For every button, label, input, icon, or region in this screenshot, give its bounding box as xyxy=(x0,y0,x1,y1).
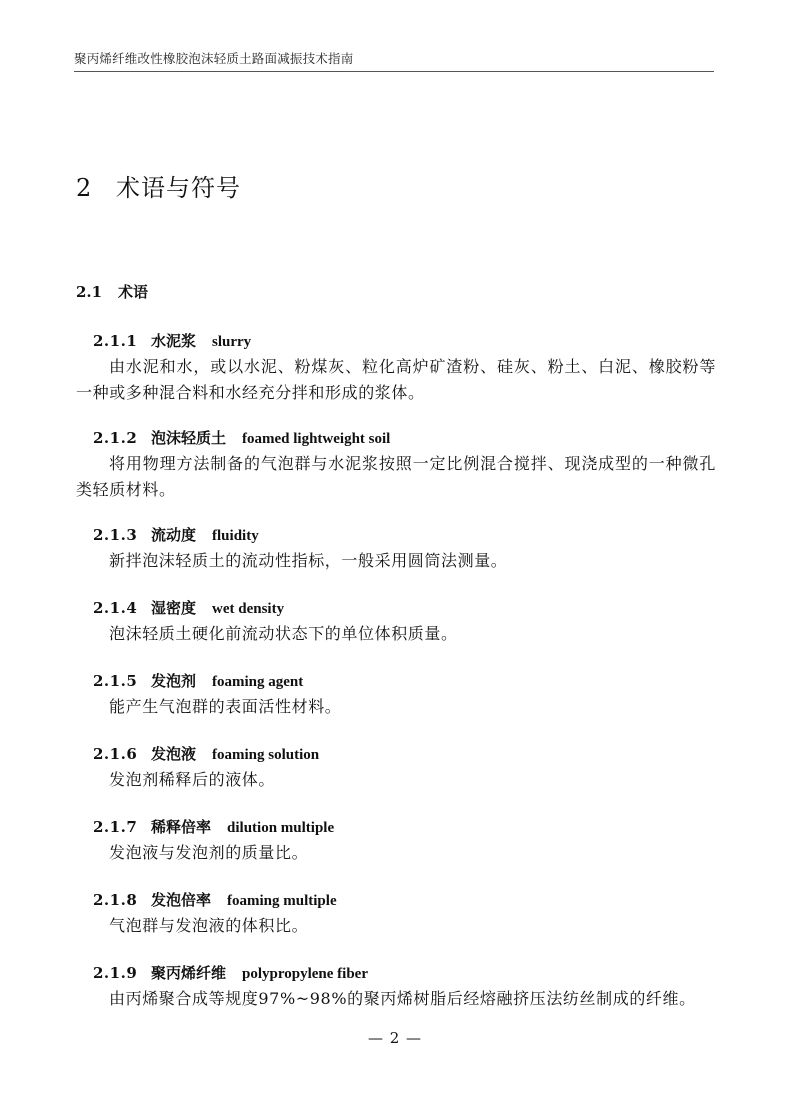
term-number: 2.1.7 xyxy=(93,818,138,836)
term-definition: 新拌泡沫轻质土的流动性指标，一般采用圆筒法测量。 xyxy=(109,551,508,570)
term-definition: 由水泥和水，或以水泥、粉煤灰、粒化高炉矿渣粉、硅灰、粉土、白泥、橡胶粉等一种或多种混合料和水经充分拌和形成的浆体。 xyxy=(76,357,716,402)
term-entry xyxy=(76,888,716,939)
term-definition: 气泡群与发泡液的体积比。 xyxy=(109,916,309,935)
term-en: wet density xyxy=(212,601,285,617)
term-zh: 发泡液 xyxy=(151,745,197,763)
term-number: 2.1.5 xyxy=(93,672,138,690)
term-definition: 能产生气泡群的表面活性材料。 xyxy=(109,697,342,716)
term-number: 2.1.2 xyxy=(93,429,138,447)
chapter-heading xyxy=(76,168,241,203)
term-zh: 聚丙烯纤维 xyxy=(151,964,227,982)
term-number: 2.1.6 xyxy=(93,745,138,763)
term-entry xyxy=(76,815,716,866)
term-zh: 水泥浆 xyxy=(151,332,197,350)
term-entry xyxy=(76,329,716,406)
term-definition: 发泡液与发泡剂的质量比。 xyxy=(109,843,309,862)
page-number: — 2 — xyxy=(367,1029,423,1047)
term-zh: 流动度 xyxy=(151,526,197,544)
term-definition: 由丙烯聚合成等规度97%~98%的聚丙烯树脂后经熔融挤压法纺丝制成的纤维。 xyxy=(109,989,696,1008)
term-entry xyxy=(76,426,716,503)
term-number: 2.1.9 xyxy=(93,964,138,982)
term-zh: 泡沫轻质土 xyxy=(151,429,227,447)
term-number: 2.1.3 xyxy=(93,526,138,544)
term-definition: 泡沫轻质土硬化前流动状态下的单位体积质量。 xyxy=(109,624,458,643)
term-en: dilution multiple xyxy=(227,820,335,836)
term-en: fluidity xyxy=(212,528,259,544)
term-zh: 湿密度 xyxy=(151,599,197,617)
running-header: 聚丙烯纤维改性橡胶泡沫轻质土路面减振技术指南 xyxy=(74,51,354,66)
term-en: slurry xyxy=(212,334,252,350)
chapter-number: 2 xyxy=(76,174,93,202)
section-number: 2.1 xyxy=(76,283,103,301)
term-en: polypropylene fiber xyxy=(242,966,368,982)
term-number: 2.1.1 xyxy=(93,332,138,350)
term-number: 2.1.4 xyxy=(93,599,138,617)
term-en: foaming solution xyxy=(212,747,320,763)
term-en: foamed lightweight soil xyxy=(242,431,391,447)
term-zh: 稀释倍率 xyxy=(151,818,212,836)
term-en: foaming multiple xyxy=(227,893,337,909)
term-zh: 发泡倍率 xyxy=(151,891,212,909)
term-entry xyxy=(76,669,716,720)
term-entry xyxy=(76,742,716,793)
term-number: 2.1.8 xyxy=(93,891,138,909)
chapter-title: 术语与符号 xyxy=(116,174,241,202)
term-entry xyxy=(76,523,716,574)
section-heading xyxy=(76,281,148,302)
header-rule xyxy=(74,71,714,72)
term-definition: 将用物理方法制备的气泡群与水泥浆按照一定比例混合搅拌、现浇成型的一种微孔类轻质材料。 xyxy=(76,454,716,499)
term-zh: 发泡剂 xyxy=(151,672,197,690)
term-en: foaming agent xyxy=(212,674,304,690)
term-entry xyxy=(76,596,716,647)
section-title: 术语 xyxy=(118,283,149,301)
term-definition: 发泡剂稀释后的液体。 xyxy=(109,770,276,789)
term-entry xyxy=(76,961,716,1012)
